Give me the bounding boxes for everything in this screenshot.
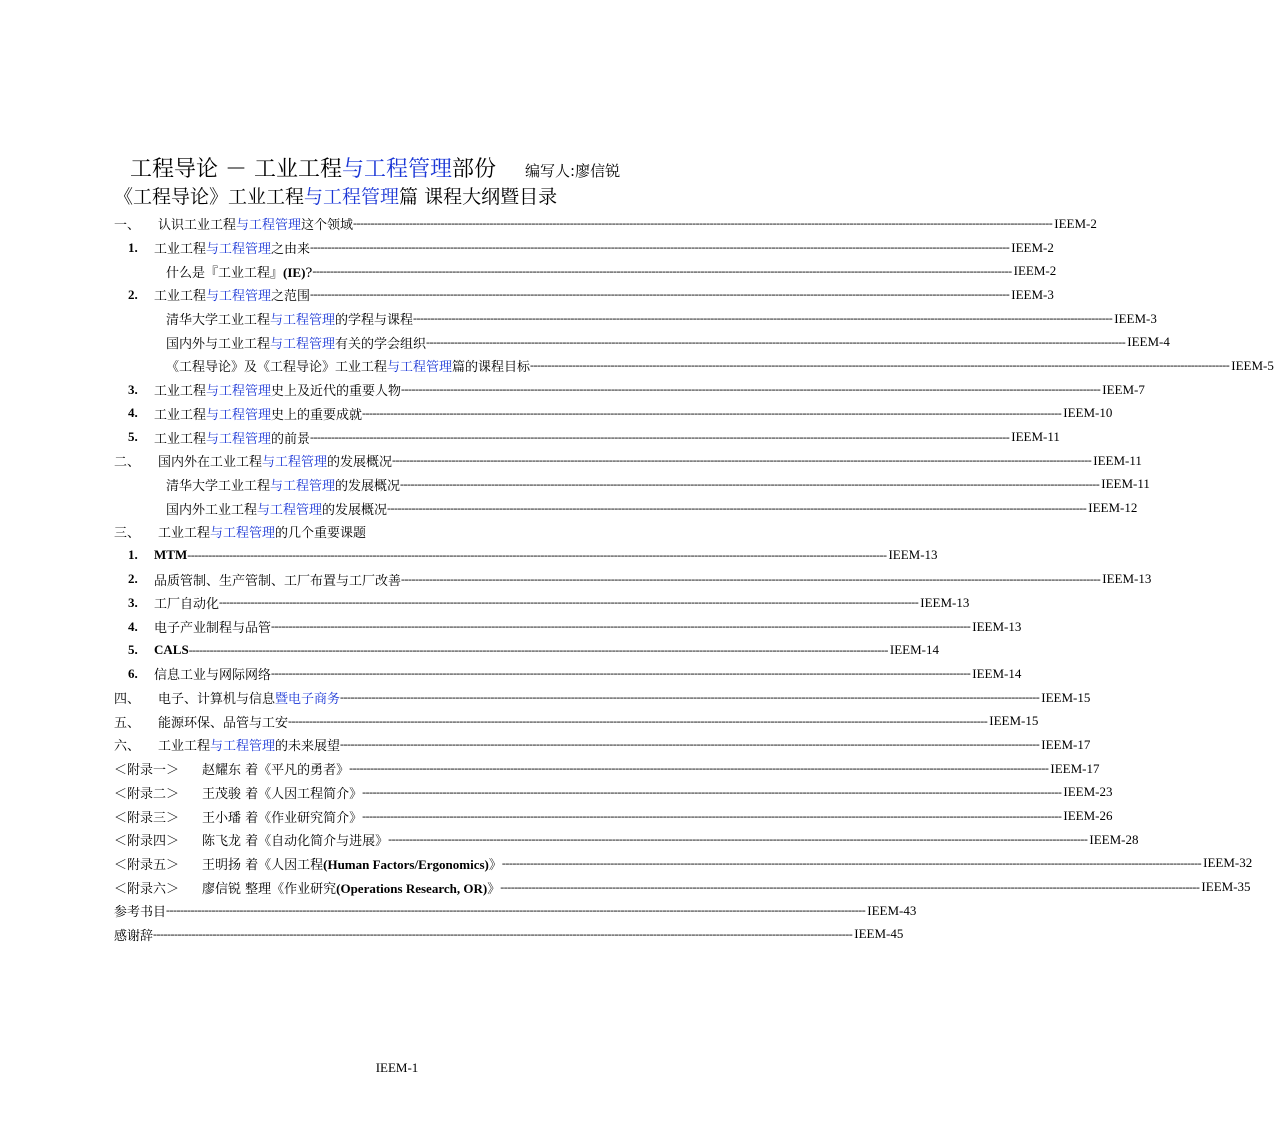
toc-entry-number: ＜附录二＞	[114, 785, 180, 801]
toc-entry-label	[166, 356, 530, 375]
toc-entry-label	[154, 664, 271, 683]
toc-entry[interactable]	[114, 733, 1091, 757]
toc-entry-label	[158, 214, 353, 233]
toc-entry-number: 1.	[128, 547, 138, 563]
toc-entry-label	[202, 783, 362, 802]
toc-leader-dashes: --------------------------------------------------------------------------------------------------------------------------------------------------------------------------------------------------------	[340, 737, 1040, 752]
toc-entry[interactable]	[114, 449, 1142, 473]
toc-page-ref: IEEM-13	[920, 594, 970, 610]
toc-entry-label-part: 工厂自动化	[154, 597, 220, 613]
toc-entry-number: ＜附录四＞	[114, 833, 180, 849]
toc-entry-label-part: 工业工程	[154, 431, 207, 447]
toc-entry-number: ＜附录三＞	[114, 809, 180, 825]
toc-entry[interactable]	[114, 875, 1251, 899]
toc-entry-label	[154, 238, 310, 257]
toc-leader-dashes: --------------------------------------------------------------------------------------------------------------------------------------------------------------------------------------------------------	[310, 240, 1010, 255]
toc-entry-label-part: 与工程管理	[206, 384, 272, 400]
toc-entry-label-part: 感谢辞	[114, 928, 154, 944]
toc-entry-number: 3.	[128, 381, 138, 397]
toc-entry[interactable]	[114, 828, 1139, 852]
toc-entry-label-part: 工业工程	[154, 289, 207, 305]
toc-entry[interactable]	[114, 804, 1113, 828]
toc-entry-number: 三、	[114, 525, 141, 541]
toc-entry-label-part: 的前景	[271, 431, 311, 447]
toc-entry-label-part: 这个领域	[301, 218, 354, 234]
toc-leader-dashes: --------------------------------------------------------------------------------------------------------------------------------------------------------------------------------------------------------	[312, 263, 1012, 278]
toc-entry-label-part: 史上及近代的重要人物	[271, 384, 402, 400]
toc-entry[interactable]	[114, 709, 1039, 733]
toc-entry-label-part: 王明扬 着《人因工程	[202, 857, 324, 873]
toc-entry-number: 5.	[128, 429, 138, 445]
toc-entry-number: 2.	[128, 286, 138, 302]
toc-entry-label	[154, 285, 310, 304]
toc-entry[interactable]	[114, 923, 904, 947]
toc-entry-label	[166, 475, 400, 494]
toc-entry-label	[154, 617, 271, 636]
toc-leader-dashes: --------------------------------------------------------------------------------------------------------------------------------------------------------------------------------------------------------	[362, 784, 1062, 799]
toc-leader-dashes: --------------------------------------------------------------------------------------------------------------------------------------------------------------------------------------------------------	[353, 216, 1053, 231]
toc-entry-label	[158, 688, 340, 707]
toc-entry[interactable]	[114, 852, 1253, 876]
toc-entry-number: 一、	[114, 217, 141, 233]
subtitle-part-a: 《工程导论》工业工程	[114, 186, 305, 208]
toc-entry-label-part: 与工程管理	[262, 455, 328, 471]
toc-leader-dashes: --------------------------------------------------------------------------------------------------------------------------------------------------------------------------------------------------------	[188, 642, 888, 657]
toc-entry[interactable]	[114, 757, 1100, 781]
document-subtitle	[114, 182, 557, 209]
toc-entry-number: ＜附录一＞	[114, 762, 180, 778]
toc-entry-number: 五、	[114, 714, 141, 730]
toc-leader-dashes: --------------------------------------------------------------------------------------------------------------------------------------------------------------------------------------------------------	[310, 429, 1010, 444]
toc-leader-dashes: --------------------------------------------------------------------------------------------------------------------------------------------------------------------------------------------------------	[392, 453, 1092, 468]
toc-entry-label-part: 之范围	[271, 289, 311, 305]
toc-entry-label	[158, 735, 340, 754]
toc-entry-label-part: 》	[488, 857, 502, 873]
toc-entry-label-part: 工业工程	[154, 407, 207, 423]
toc-page-ref: IEEM-2	[1013, 263, 1057, 279]
toc-entry[interactable]	[114, 638, 940, 662]
toc-entry-label-part: 工业工程	[154, 384, 207, 400]
title-part-c: 部份	[452, 157, 497, 182]
toc-entry-label	[154, 570, 401, 589]
subtitle-part-c: 篇 课程大纲暨目录	[399, 186, 558, 208]
toc-entry-label-part: (IE)	[283, 264, 306, 280]
toc-entry-label	[114, 901, 166, 920]
toc-entry[interactable]	[114, 354, 1274, 378]
toc-entry-label-part: 与工程管理	[270, 478, 336, 494]
toc-entry-label-part: 品质管制、生产管制、工厂布置与工厂改善	[154, 573, 402, 589]
toc-entry-label-part: 能源环保、品管与工安	[158, 715, 289, 731]
toc-page-ref: IEEM-12	[1088, 500, 1138, 516]
toc-entry-label-part: 参考书目	[114, 905, 167, 921]
toc-page-ref: IEEM-17	[1050, 760, 1100, 776]
toc-entry-label-part: 陈飞龙 着《自动化简介与进展》	[202, 834, 389, 850]
toc-page-ref: IEEM-32	[1203, 855, 1253, 871]
toc-entry-label	[202, 854, 502, 873]
toc-page-ref: IEEM-11	[1011, 429, 1060, 445]
toc-entry-label	[202, 830, 388, 849]
toc-entry-number: ＜附录五＞	[114, 856, 180, 872]
toc-entry-label-part: 的发展概况	[322, 502, 388, 518]
toc-leader-dashes: --------------------------------------------------------------------------------------------------------------------------------------------------------------------------------------------------------	[401, 571, 1101, 586]
toc-leader-dashes: --------------------------------------------------------------------------------------------------------------------------------------------------------------------------------------------------------	[362, 405, 1062, 420]
toc-page-ref: IEEM-13	[888, 547, 938, 563]
toc-page-ref: IEEM-13	[1102, 571, 1152, 587]
title-part-b: 与工程管理	[342, 157, 453, 182]
toc-entry-number: 4.	[128, 618, 138, 634]
toc-page-ref: IEEM-4	[1127, 334, 1170, 350]
toc-entry-label	[154, 428, 310, 447]
toc-entry-label-part: 与工程管理	[206, 407, 272, 423]
toc-entry[interactable]	[114, 283, 1054, 307]
toc-entry-label-part: 工业工程	[154, 242, 207, 258]
toc-page-ref: IEEM-14	[972, 665, 1022, 681]
toc-entry[interactable]	[114, 686, 1091, 710]
toc-page-ref: IEEM-23	[1063, 784, 1113, 800]
toc-entry-label-part: 工业工程	[158, 739, 211, 755]
toc-entry-number: 二、	[114, 454, 141, 470]
toc-leader-dashes: --------------------------------------------------------------------------------------------------------------------------------------------------------------------------------------------------------	[271, 666, 971, 681]
toc-entry-label	[202, 878, 500, 897]
toc-entry[interactable]	[114, 520, 648, 544]
toc-leader-dashes: --------------------------------------------------------------------------------------------------------------------------------------------------------------------------------------------------------	[387, 500, 1087, 515]
toc-entry-label-part: 清华大学工业工程	[166, 313, 271, 329]
toc-entry-label-part: 廖信锐 整理《作业研究	[202, 881, 337, 897]
toc-entry-number: 4.	[128, 405, 138, 421]
toc-entry-label-part: 与工程管理	[257, 502, 323, 518]
toc-page-ref: IEEM-43	[867, 902, 917, 918]
toc-entry[interactable]	[114, 662, 1022, 686]
toc-entry-number: 3.	[128, 594, 138, 610]
toc-leader-dashes: --------------------------------------------------------------------------------------------------------------------------------------------------------------------------------------------------------	[166, 903, 866, 918]
toc-entry-label-part: 的发展概况	[327, 455, 393, 471]
toc-page-ref: IEEM-13	[972, 618, 1022, 634]
toc-page-ref: IEEM-15	[989, 713, 1039, 729]
toc-entry-label-part: 的未来展望	[275, 739, 341, 755]
toc-leader-dashes: --------------------------------------------------------------------------------------------------------------------------------------------------------------------------------------------------------	[340, 690, 1040, 705]
toc-leader-dashes: --------------------------------------------------------------------------------------------------------------------------------------------------------------------------------------------------------	[362, 808, 1062, 823]
toc-entry-label-part: 与工程管理	[206, 242, 272, 258]
toc-entry[interactable]	[114, 212, 1097, 236]
toc-entry-label	[166, 309, 413, 328]
toc-entry-label-part: 王茂骏 着《人因工程简介》	[202, 786, 363, 802]
toc-entry[interactable]	[114, 402, 1113, 426]
toc-entry-label-part: 与工程管理	[206, 289, 272, 305]
toc-entry-label	[154, 404, 362, 423]
toc-entry-label	[114, 925, 153, 944]
toc-entry-label	[154, 380, 401, 399]
toc-entry-label-part: 的学程与课程	[335, 313, 414, 329]
toc-entry-label-part: 国内外在工业工程	[158, 455, 263, 471]
toc-entry-label-part: 与工程管理	[387, 360, 453, 376]
toc-entry-label-part: 》	[487, 881, 501, 897]
toc-entry-label	[158, 522, 366, 541]
page-footer: IEEM-1	[375, 1060, 419, 1075]
toc-entry-label-part: 清华大学工业工程	[166, 478, 271, 494]
toc-leader-dashes: --------------------------------------------------------------------------------------------------------------------------------------------------------------------------------------------------------	[530, 358, 1230, 373]
toc-entry-label	[166, 333, 426, 352]
toc-entry-label-part: CALS	[154, 642, 189, 658]
toc-entry-label-part: 电子产业制程与品管	[154, 621, 272, 637]
toc-leader-dashes: --------------------------------------------------------------------------------------------------------------------------------------------------------------------------------------------------------	[219, 595, 919, 610]
toc-entry-label	[158, 712, 288, 731]
toc-entry-number: ＜附录六＞	[114, 880, 180, 896]
toc-entry-label-part: 篇的课程目标	[452, 360, 531, 376]
toc-entry-label-part: 史上的重要成就	[271, 407, 363, 423]
toc-page-ref: IEEM-45	[854, 926, 904, 942]
author-label: 编写人:廖信锐	[525, 162, 621, 180]
toc-leader-dashes: --------------------------------------------------------------------------------------------------------------------------------------------------------------------------------------------------------	[271, 619, 971, 634]
toc-entry-label-part: 有关的学会组织	[335, 336, 427, 352]
toc-entry-label	[202, 807, 362, 826]
toc-page-ref: IEEM-35	[1201, 879, 1251, 895]
toc-leader-dashes: --------------------------------------------------------------------------------------------------------------------------------------------------------------------------------------------------------	[413, 311, 1113, 326]
toc-entry-number: 2.	[128, 571, 138, 587]
toc-page-ref: IEEM-2	[1054, 215, 1097, 231]
toc-page-ref: IEEM-3	[1011, 286, 1054, 302]
toc-entry-label-part: 与工程管理	[210, 739, 276, 755]
toc-page-ref: IEEM-2	[1011, 239, 1054, 255]
toc-entry-label-part: 与工程管理	[236, 218, 302, 234]
toc-entry-label-part: 与工程管理	[206, 431, 272, 447]
toc-entry-label-part: 电子、计算机与信息	[158, 692, 276, 708]
toc-entry[interactable]	[114, 496, 1138, 520]
toc-entry-label-part: 之由来	[271, 242, 311, 258]
toc-entry-label	[154, 547, 187, 563]
toc-page-ref: IEEM-11	[1093, 452, 1142, 468]
toc-entry-label-part: 与工程管理	[270, 336, 336, 352]
toc-entry-label-part: 信息工业与网际网络	[154, 668, 272, 684]
toc-page-ref: IEEM-5	[1231, 357, 1274, 373]
toc-page-ref: IEEM-11	[1101, 476, 1150, 492]
toc-entry-number: 5.	[128, 642, 138, 658]
toc-entry-number: 六、	[114, 738, 141, 754]
toc-entry-label	[158, 451, 392, 470]
toc-page-ref: IEEM-10	[1063, 405, 1113, 421]
toc-entry-number: 6.	[128, 665, 138, 681]
toc-leader-dashes: --------------------------------------------------------------------------------------------------------------------------------------------------------------------------------------------------------	[401, 382, 1101, 397]
toc-page-ref: IEEM-26	[1063, 808, 1113, 824]
document-title	[130, 152, 620, 183]
toc-leader-dashes: --------------------------------------------------------------------------------------------------------------------------------------------------------------------------------------------------------	[288, 713, 988, 728]
toc-page-ref: IEEM-28	[1089, 831, 1139, 847]
toc-page-ref: IEEM-14	[889, 642, 940, 658]
toc-entry-label-part: 的发展概况	[335, 478, 401, 494]
title-part-a: 工程导论 － 工业工程	[130, 157, 342, 182]
toc-leader-dashes: --------------------------------------------------------------------------------------------------------------------------------------------------------------------------------------------------------	[349, 761, 1049, 776]
toc-entry-label-part: (Human Factors/Ergonomics)	[323, 856, 489, 872]
toc-entry-label-part: 《工程导论》及《工程导论》工业工程	[166, 360, 388, 376]
toc-entry-label-part: 工业工程	[158, 526, 211, 542]
toc-entry-number: 1.	[128, 239, 138, 255]
toc-entry-label-part: ?	[305, 265, 313, 281]
toc-entry[interactable]	[114, 591, 970, 615]
toc-entry-label-part: 什么是『工业工程』	[166, 265, 284, 281]
toc-entry[interactable]	[114, 567, 1152, 591]
toc-page-ref: IEEM-7	[1102, 381, 1145, 397]
toc-entry-label-part: 王小璠 着《作业研究简介》	[202, 810, 363, 826]
toc-leader-dashes: --------------------------------------------------------------------------------------------------------------------------------------------------------------------------------------------------------	[310, 287, 1010, 302]
toc-entry[interactable]	[114, 544, 938, 568]
toc-leader-dashes: --------------------------------------------------------------------------------------------------------------------------------------------------------------------------------------------------------	[388, 832, 1088, 847]
toc-entry[interactable]	[114, 307, 1157, 331]
toc-entry-label-part: 赵耀东 着《平凡的勇者》	[202, 763, 350, 779]
toc-entry-label-part: 的几个重要课题	[275, 526, 367, 542]
toc-entry-label	[166, 262, 312, 281]
toc-entry-label-part: 与工程管理	[270, 313, 336, 329]
toc-entry[interactable]	[114, 473, 1150, 497]
toc-leader-dashes: --------------------------------------------------------------------------------------------------------------------------------------------------------------------------------------------------------	[187, 547, 887, 562]
toc-entry-label-part: 认识工业工程	[158, 218, 237, 234]
toc-entry-label-part: MTM	[154, 547, 188, 563]
toc-leader-dashes: --------------------------------------------------------------------------------------------------------------------------------------------------------------------------------------------------------	[426, 334, 1126, 349]
toc-entry[interactable]	[114, 378, 1145, 402]
toc-entry[interactable]	[114, 259, 1057, 283]
toc-page-ref: IEEM-17	[1041, 736, 1091, 752]
toc-entry-label-part: 国内外与工业工程	[166, 336, 271, 352]
toc-entry[interactable]	[114, 781, 1113, 805]
toc-entry[interactable]	[114, 615, 1022, 639]
toc-entry-label	[154, 593, 219, 612]
table-of-contents	[114, 212, 1274, 946]
toc-entry-label-part: 暨电子商务	[275, 692, 341, 708]
toc-entry-label-part: 国内外工业工程	[166, 502, 258, 518]
toc-entry-label-part: 与工程管理	[210, 526, 276, 542]
toc-entry-label-part: (Operations Research, OR)	[336, 880, 488, 896]
toc-leader-dashes: --------------------------------------------------------------------------------------------------------------------------------------------------------------------------------------------------------	[400, 476, 1100, 491]
toc-page-ref: IEEM-3	[1114, 310, 1157, 326]
toc-leader-dashes: --------------------------------------------------------------------------------------------------------------------------------------------------------------------------------------------------------	[153, 926, 853, 941]
toc-entry-label	[154, 642, 189, 658]
toc-entry[interactable]	[114, 425, 1060, 449]
toc-leader-dashes: --------------------------------------------------------------------------------------------------------------------------------------------------------------------------------------------------------	[500, 879, 1200, 894]
subtitle-part-b: 与工程管理	[304, 186, 400, 208]
toc-entry[interactable]	[114, 899, 917, 923]
toc-entry[interactable]	[114, 330, 1170, 354]
toc-page-ref: IEEM-15	[1041, 689, 1091, 705]
toc-entry-label	[202, 759, 349, 778]
toc-entry-label	[166, 499, 387, 518]
toc-leader-dashes: --------------------------------------------------------------------------------------------------------------------------------------------------------------------------------------------------------	[501, 855, 1202, 870]
toc-entry[interactable]	[114, 236, 1054, 260]
toc-entry-number: 四、	[114, 691, 141, 707]
